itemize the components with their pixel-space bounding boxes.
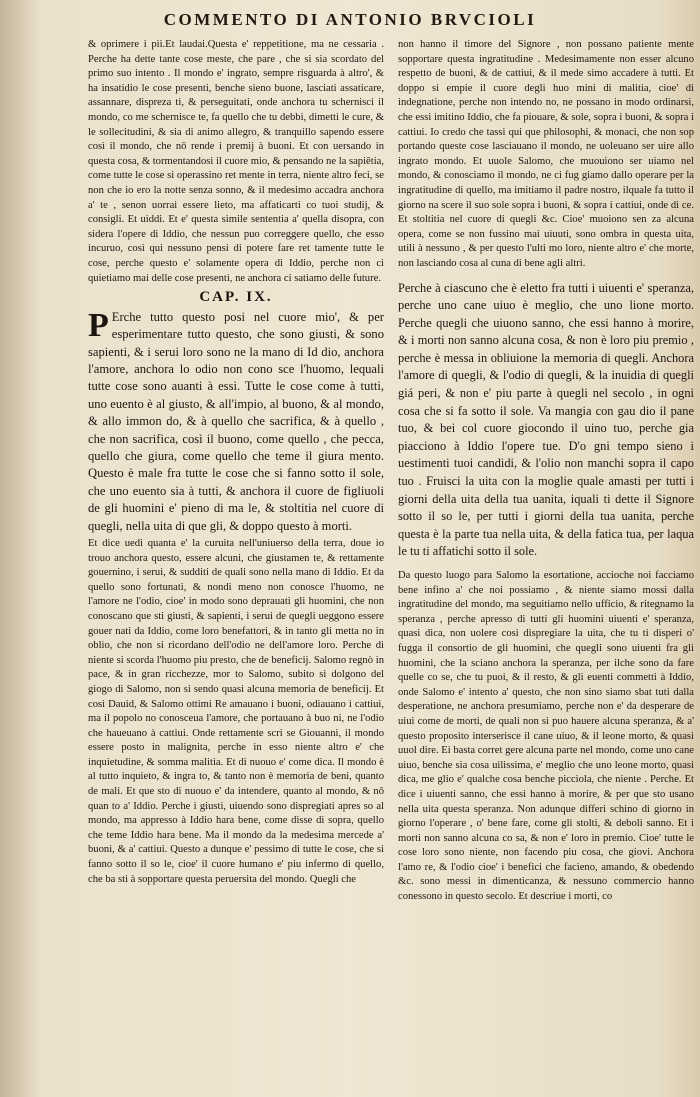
drop-cap: P <box>88 306 109 344</box>
commentary-paragraph: & oprimere i pii.Et laudai.Questa e' reppetitione, ma ne cessaria . Perche ha dette tante cose meste, che pare , che si sia scordato del primo suo intento . Il mondo e' ingrato, sempre risguarda à altro', & ha insatidio le cose presenti, benche sieno buone, lasciati assaticare, assannare, dispreza ti, & perseguitati, onde anchora tu schernisci il mondo, co me schernisce te, fa quello che tu debbi, dimetti le cure, & le sollecitudini, & sia di animo allegro, & tranquillo sapendo essere così il mondo, che nō rende i premij à buoni. Et con uersando in questa cosa, & tormentandosi il cuore mio, & pensando ne la sapiētia, come tutte le cose si operassino ret mente in terra, niente altro feci, se non che io ero la notte senza sonno, & il medesimo accadra anchora a' te , senon uorrai essere lieto, ma affaticarti co tuoi studij, & consigli. Et uiddi. Et e' questa simile sententia a' quella disopra, con sidera l'opere di Iddio, che nessun puo correggere quello, che esso incuruo, così qui nessuno pensi di potere fare ret tamente tutte le cose, perche questo e' solamente opera di Iddio, perche non ci quietiamo mai delle cose presenti, ne anchora ci satiamo delle future. <box>88 39 384 284</box>
scripture-text <box>88 306 384 535</box>
chapter-heading: CAP. IX. <box>199 289 273 306</box>
commentary-paragraph: Et dice uedi quanta e' la curuita nell'uniuerso della terra, doue io trouo anchora questo, essere alcuni, che giustamen te, & rettamente gouernino, i serui, & sudditi de quali sono nella mano di Iddio. Et da quello sono fortunati, & nondi meno non conosce l'huomo, ne l'amore ne l'odio, cioe' in modo sono deprauati gli huomini, che non conoscano que sti giusti, & sapienti, i serui de quegli ueggono essere gouer nati da Iddio, come loro benefattori, & in tanto gli metta no in oblio, che non si ricordano dell'odio ne dell'amore loro. Perche di niente si scorda l'huomo piu presto, che de beneficij. Salomo regnò in pace, & in gran ricchezze, mor to Salomo, subito si dolgono del giogo di Salomo, non si sendo quasi alcuna memoria de beneficij. Et così Dauid, & Salomo ottimi Re amauano i buoni, odiauano i cattiui, ma il popolo no conosceua l'amore, che portauano à buo ni, ne l'odio che haueuano à cattiui. Onde rettamente scri se Giouanni, il mondo essere posto in malignita, perche in esso niente altro e' che inquietudine, & somma malitia. Et di nuouo e' come dica. Il mondo è al tutto inquieto, & ingra to, & tanto non è memoria de beni, quanto de mali. Et que sto di nuouo e' da intendere, quanto al mondo, & nō quan to a' Iddio. Perche i giusti, uiuendo sono dispregiati apres so al mondo, ma appresso à Iddio hara bene, come disse di sopra, quello che teme Iddio hara bene. Ma il mondo da la medesima mercede a' buoni, & a' cattiui. Questo a dunque e' pessimo di tutte le cose, che si fanno sotto il so le, cioe' il cuore humano e' piu infermo di quello, che ba sti à sopportare questa peruersita del mondo. Quegli che <box>88 537 384 885</box>
scripture-text: Perche à ciascuno che è eletto fra tutti i uiuenti e' speranza, perche uno cane uiuo è meglio, che uno lione morto. Perche quegli che uiuono sanno, che essi hanno à morire, & i morti non sanno alcuna cosa, & non è loro piu premio , perche è messa in obliuione la memoria di quegli. Anchora l'amore di quegli, & l'odio di quegli, & la inuidia di quegli giá peri, & non e' piu parte à quegli nel secolo , in ogni cosa che si fa sotto il sole. Va mangia con gau dio il pane tuo, & bei col cuore giocondo il uino tuo, perche gia piacciono à Iddio l'opere tue. D'o gni tempo sieno i uestimenti tuoi candidi, & l'olio non manchi sopra il capo tuo . Fruisci la uita con la moglie quale amasti per tutti i giorni della uita della tua uanita, iquali ti dette il Signore sotto il so le, per tutti i giorni della tua uanita, perche questa è la parte tua nella uita, & della fatica tua, per laqua le tu ti affatichi sotto il sole. <box>398 280 694 559</box>
commentary-paragraph: non hanno il timore del Signore , non possano patiente mente sopportare questa ingratitudine . Medesimamente non esser alcuno respetto de buoni, & de cattiui, & il mede simo accadere à tutti. Et doppo si empie il cuore degli huo mini di malitia, cioe' di indegnatione, perche non intendo no, ne possano in modo ordinarsi, che essi imitino Iddio, che fa piouare, & sole, sopra i buoni, & sopra i cattiui. Io credo che tassi qui que philosophi, & monaci, che non sop portando queste cose lasciauano il mondo, ne uoleuano ser uire allo ingrato mondo. Et uuole Salomo, che muouiono ser uiamo nel mondo, & conosciamo il mondo, ne ci fug giamo dallo operare per la ingratitudine di quello, ma imitiamo il padre nostro, ilquale fa tutto il giorno na scere il suo sole sopra i buoni, & sopra i cattiui, onde di ce. Et stoltitia nel cuore di quegli &c. Cioe' muoiono sen za alcuna opera, come se non fussino mai uiuuti, sono ombra in questa uita, utili à nessuno , & per questo l'ulti mo loro, niente altro e' che morte, non lasciando cosa al cuna di bene agli altri. <box>398 39 694 269</box>
left-column <box>88 38 384 1083</box>
gutter-shadow <box>0 0 40 1097</box>
commentary-paragraph: Da questo luogo para Salomo la esortatione, accioche noi facciamo bene infino a' che noi possiamo , & niente siamo mossi dalla ingratitudine del mondo, ma seguitiamo nello ufficio, & ritegnamo la speranza , perche apresso di tutti gli huomini uiuenti e' speranza, quasi dica, non uolere cosi dispregiare la uita, che tu ti disperi o' fugga il consortio de gli huomini, che quegli sono uiuenti fra gli huomini, che la sciano anchora la speranza, per ilche sono da fare quelle co se, che tu puoi, & il resto, & gli euenti commetti à Iddio, onde Salomo e' intento a' questo, che non sino siamo sbat tuti dalla desperatione, ne anchora presumiamo, perche non e' da desperare de uiui come de morti, de quali non si puo hauere alcuna speranza, & a' questo proposito interserisce il cane uiuo, & il leone morto, & quasi uuol dire. Ei basta corret gere alcuna parte nel mondo, come uno cane uiuo, benche sia cosa uilissima, e' meglio che uno leone morto, quasi dica, me glio e' qualche cosa benche picciola, che niente . Perche. Et dice i uiuenti sanno, che essi hanno à morire, & per que sto usano nella uita questa speranza. Non adunque differi schino di giorno in giorno l'operare , o' bene fare, come gli stolti, & deboli sanno. Et i morti non sanno alcuna co sa, & non e' loro in premio. Cioe' tutte le cose loro sono niente, non facendo piu cosa, che giovi. Anchora l'amo re, & l'odio cioe' i benefici che facieno, amando, & obedendo &c. sono messi in dimenticanza, & nessuno commercio hanno conessono in questo secolo. Et descriue i morti, co <box>398 570 694 903</box>
running-head: COMMENTO DI ANTONIO BRVCIOLI <box>163 10 537 29</box>
right-column <box>398 38 694 1083</box>
scripture-body: Erche tutto questo posi nel cuore mio', & per esperimentare tutto questo, che sono giusti, & sono sapienti, & i serui loro sono ne la mano di Id dio, anchora l'amore, anchora lo odio non cono sce l'huomo, lequali tutte cose sono auanti à essi. Tutte le cose come à tutti, uno euento è al giusto, & all'impio, al buono, & al mondo, & allo immon do, & à quello che sacrifica, & à quello , che non sacrifica, così il buono, come quello , che pecca, quello che giura, come quello che teme il giura mento. Questo è male fra tutte le cose che si fanno sotto il sole, che uno euento sia à tutti, & anchora il cuore de figliuoli de gli huomini e' pieno di ma le, & stoltitia nel cuore di quegli, nella uita di que gli, & doppo questo à morti. <box>88 309 384 533</box>
